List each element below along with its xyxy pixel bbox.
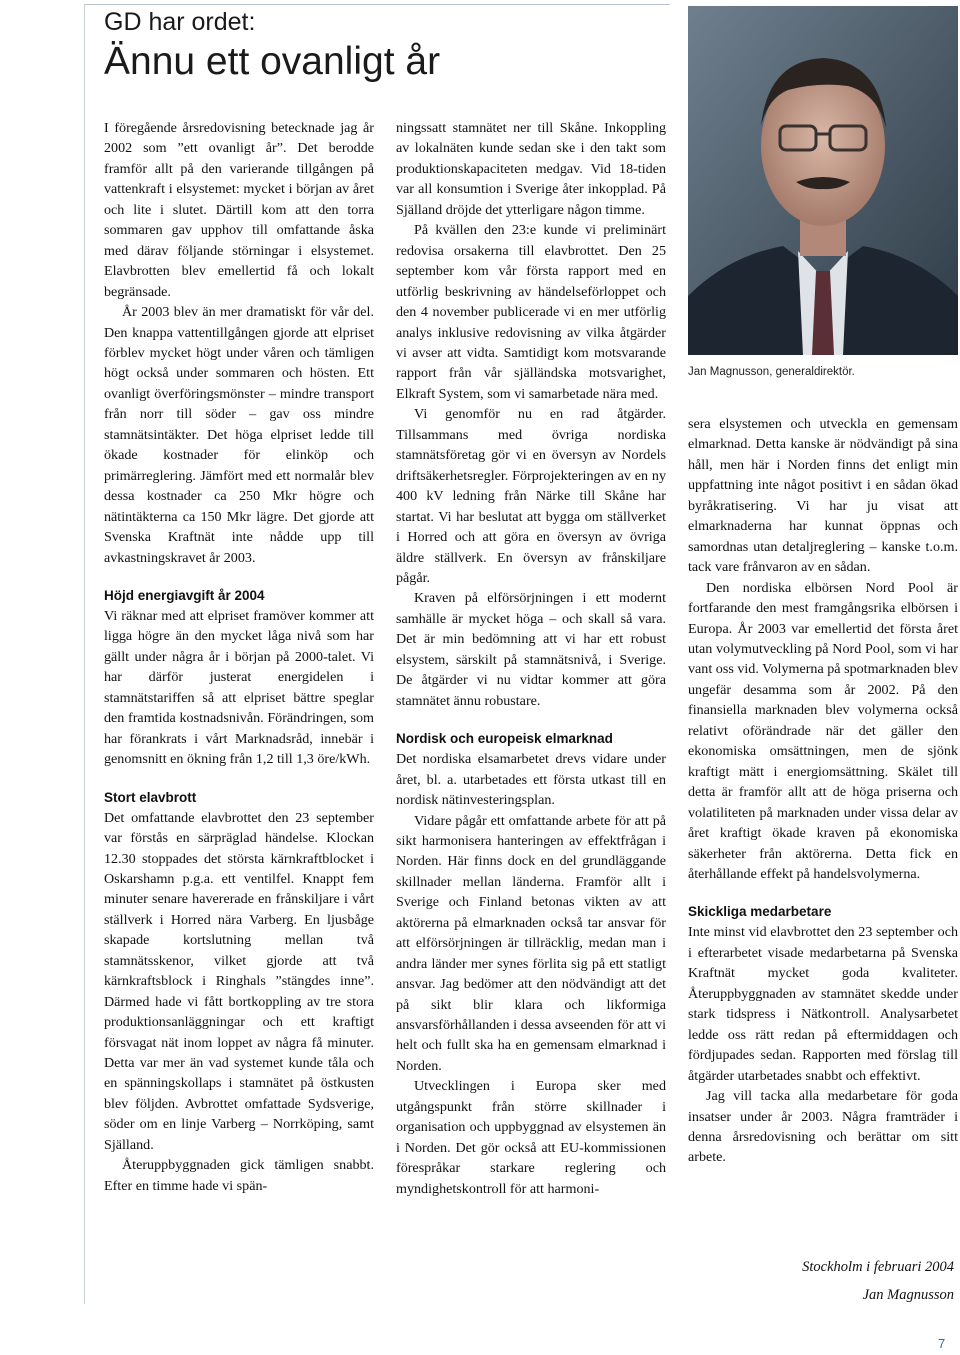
article-column-3 (688, 414, 958, 1168)
page-number: 7 (938, 1336, 946, 1351)
portrait-photo (688, 6, 958, 355)
paragraph: Jag vill tacka alla medarbetare för goda insatser under år 2003. Några framträder i denna årsredovisning och berättar om sitt arbete. (688, 1088, 958, 1166)
page-title: Ännu ett ovanligt år (104, 40, 441, 83)
paragraph: Utvecklingen i Europa sker med utgångspunkt från större skillnader i organisation och uppbyggnad av elsystemen än i Norden. Det gör också att EU-kommissionen förespråkar starkare reglering och myndighetskontroll för att harmoni- (396, 1078, 666, 1197)
paragraph: ningssatt stamnätet ner till Skåne. Inkoppling av lokalnäten kunde sedan ske i den takt som produktionskapaciteten medgav. Vid 18-tiden var all konsumtion i Sverige åter inkopplad. På Själland dröjde det ytterligare någon timme. (396, 120, 666, 218)
signature-place-date: Stockholm i februari 2004 (802, 1259, 954, 1275)
paragraph: Inte minst vid elavbrottet den 23 september och i efterarbetet visade medarbetarna på Svenska Kraftnät mycket goda kvaliteter. Återuppbyggnaden av stamnätet skedde under stark tidspress i Nätkontroll. Analysarbetet ledde oss rätt redan på eftermiddagen och fördjupades sedan. Rapporten med förslag till åtgärder utarbetades snabbt och effektivt. (688, 924, 958, 1084)
portrait-photo-icon (688, 6, 958, 355)
paragraph: Det omfattande elavbrottet den 23 september var förstås en särpräglad händelse. Klockan 12.30 stoppades det största kärnkraftblocket i Oskarshamn p.g.a. ett ventilfel. Knappt fem minuter senare havererade en frånskiljare i vårt ställverk i Horred nära Varberg. En ljusbåge skapade kortslutning mellan två stamnätsskenor, vilket gjorde att två kärnkraftsblock i Ringhals ”stängdes inne”. Därmed hade vi fått bortkoppling av tre stora produktionsanläggningar och ett kraftigt försvagat nät inom loppet av några få minuter. Detta var mer än vad systemet kunde tåla och en spänningskollaps i stamnätet på östkusten blev följden. Avbrottet omfattade Sydsverige, söder om en linje Varberg – Norrköping, samt Själland. (104, 809, 374, 1153)
article-column-1 (104, 118, 374, 1196)
section-heading: Skickliga medarbetare (688, 904, 832, 920)
margin-rule (84, 4, 85, 1304)
header-rule (84, 4, 670, 5)
photo-caption: Jan Magnusson, generaldirektör. (688, 366, 855, 378)
section-heading: Nordisk och europeisk elmarknad (396, 731, 613, 747)
paragraph: Kraven på elförsörjningen i ett modernt samhälle är mycket höga – och skall så vara. Det är min bedömning att vi har ett robust elsystem, särskilt på stamnätsnivå, i Sverige. De åtgärder vi nu vidtar kommer att göra stamnätet ännu robustare. (396, 590, 666, 709)
paragraph: I föregående årsredovisning betecknade jag år 2002 som ”ett ovanligt år”. Det berodde framför allt på den varierande tillgången på vattenkraft i elsystemet: mycket i början av året och lite i slutet. Därtill kom att den torra sommaren gav upphov till omfattande åska med därav följande störningar i elsystemet. Elavbrotten blev emellertid få och lokalt begränsade. (104, 120, 374, 300)
article-column-2 (396, 118, 666, 1199)
section-kicker: GD har ordet: (104, 8, 256, 36)
paragraph: Återuppbyggnaden gick tämligen snabbt. Efter en timme hade vi spän- (104, 1157, 374, 1194)
signature-name: Jan Magnusson (862, 1287, 954, 1303)
section-heading: Stort elavbrott (104, 789, 197, 805)
paragraph: År 2003 blev än mer dramatiskt för vår del. Den knappa vattentillgången gjorde att elpriset förblev mycket högt under våren och tämligen högt också under sommaren och hösten. Ett ovanligt överföringsmönster – mindre transport från norr till söder – gav oss mindre stamnätsintäkter. Det höga elpriset ledde till ökade kostnader för elinköp och primärreglering. Jämfört med ett normalår blev dessa kostnader ca 250 Mkr högre och nätintäkterna ca 150 Mkr lägre. Det gjorde att Svenska Kraftnät inte nådde upp till avkastningskravet år 2003. (104, 304, 374, 566)
paragraph: Den nordiska elbörsen Nord Pool är fortfarande den mest framgångsrika elbörsen i Europa. År 2003 var emellertid det första året utan volymutveckling på Nord Pool, som vi har vant oss vid. Volymerna på spotmarknaden blev ungefär desamma som år 2002. På den finansiella marknaden blev volymerna också relativt oförändrade när det gäller den ekonomiska omsättningen, men de sjönk kraftigt mätt i energiomsättning. Skälet till detta är framför allt att de höga priserna och volatiliteten på marknaden under vissa delar av året kraftigt ökade kraven på ekonomiska säkerheter från aktörerna. Detta fick en återhållande effekt på handelsvolymerna. (688, 579, 958, 882)
paragraph: sera elsystemen och utveckla en gemensam elmarknad. Detta kanske är nödvändigt på sina håll, men här i Norden finns det enligt min uppfattning inte något positivt i en sådan ökad byråkratisering. Vi har ju visat att elmarknaderna har kunnat öppnas och samordnas utan detaljreglering – kanske t.o.m. tack vare frånvaron av en sådan. (688, 416, 958, 576)
paragraph: Det nordiska elsamarbetet drevs vidare under året, bl. a. utarbetades ett första utkast till en nordisk nätinvesteringsplan. (396, 751, 666, 809)
paragraph: Vi räknar med att elpriset framöver kommer att ligga högre än den mycket låga nivå som har gällt under några år i början på 2000-talet. Vi har därför justerat energidelen i stamnätstariffen så att elpriset bättre speglar den framtida kostnadsnivån. Förändringen, som har förankrats i vårt Marknadsråd, innebär i genomsnitt en ökning från 1,2 till 1,3 öre/kWh. (104, 607, 374, 768)
paragraph: Vidare pågår ett omfattande arbete för att på sikt harmonisera hanteringen av effektfrågan i Norden. Här finns dock en del grundläggande skillnader mellan länderna. Framför allt i Sverige och Finland betonas vikten av att aktörerna på elmarknaden också tar ansvar för att elförsörjningen är tillräcklig, medan man i andra länder mer synes förlita sig på ett statligt ansvar. Jag bedömer att den nödvändigt att det på sikt blir klara och likformiga ansvarsförhållanden i dessa avseenden för att vi helt och fullt ska ha en gemensam elmarknad i Norden. (396, 812, 666, 1074)
paragraph: På kvällen den 23:e kunde vi preliminärt redovisa orsakerna till elavbrottet. Den 25 september kom vår första rapport med en utförlig beskrivning av händelseförloppet och den 4 november publicerade vi en mer utförlig analys inklusive redovisning av vilka åtgärder vi avser att vidta. Samtidigt kom motsvarande rapport från vår själländska motsvarighet, Elkraft System, som vi samarbetade nära med. (396, 222, 666, 402)
section-heading: Höjd energiavgift år 2004 (104, 587, 265, 603)
paragraph: Vi genomför nu en rad åtgärder. Tillsammans med övriga nordiska stamnätsföretag gör vi en översyn av Nordels driftsäkerhetsregler. Förprojekteringen av en ny 400 kV ledning från Närke till Skåne har startat. Vi har beslutat att bygga om ställverket i Horred och att göra en översyn av övriga äldre ställverk. En översyn av frånskiljare pågår. (396, 406, 666, 586)
